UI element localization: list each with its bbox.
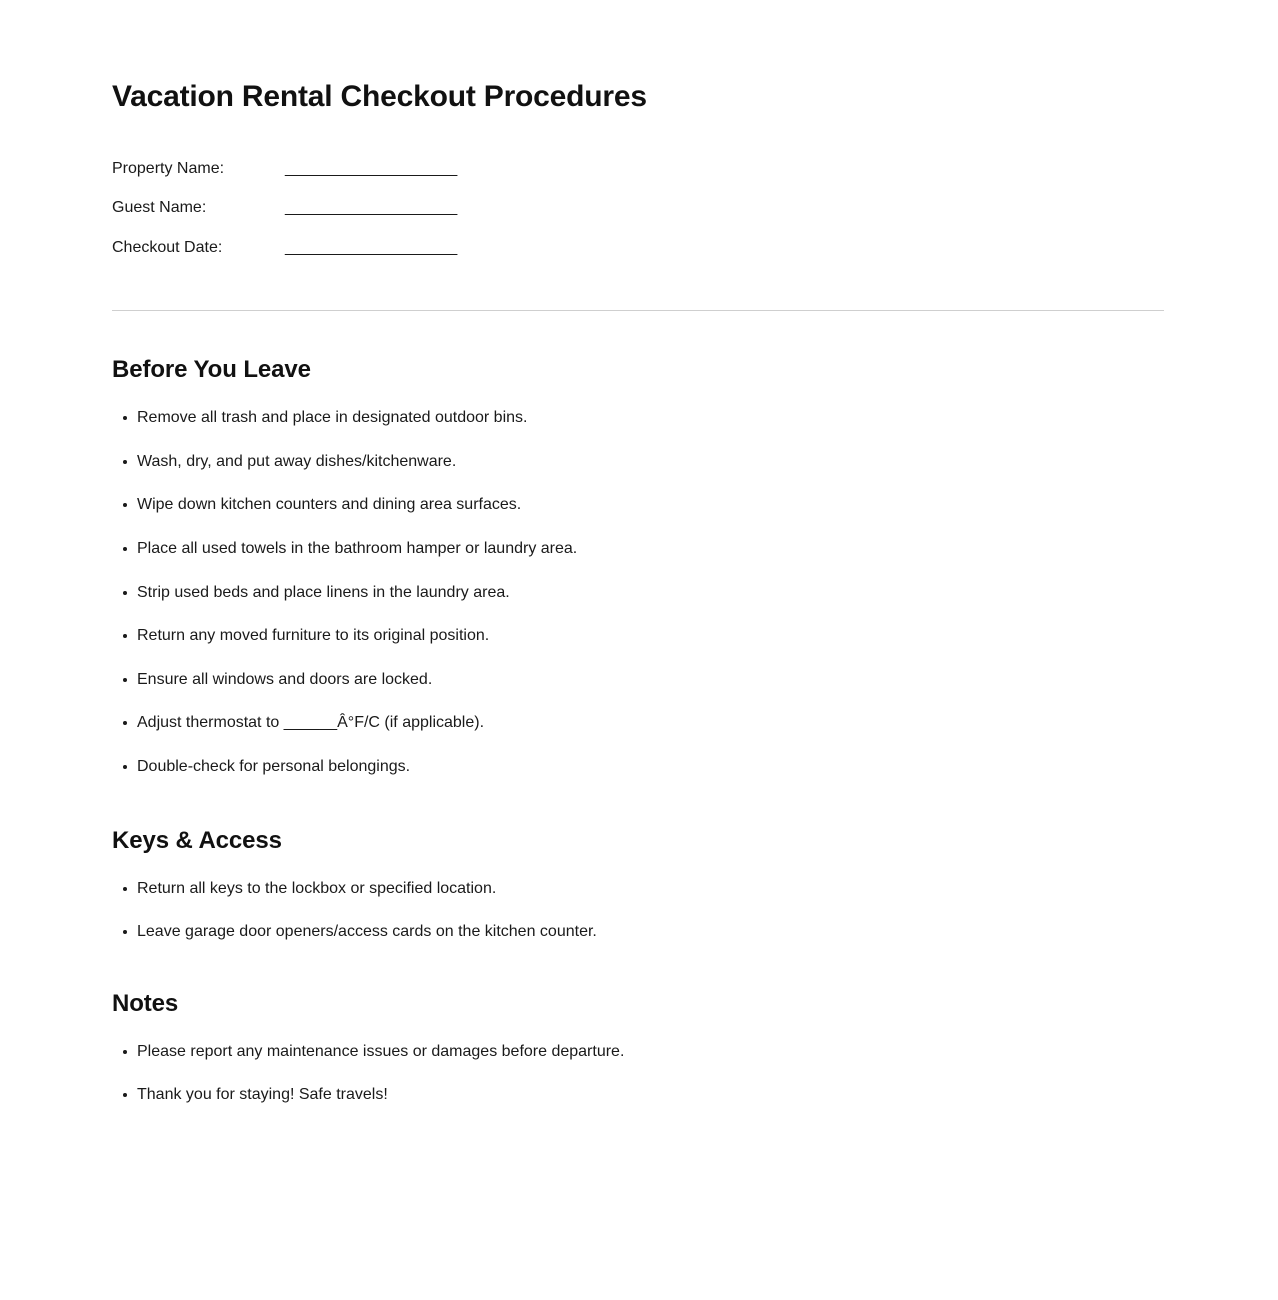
section-heading-keys-access: Keys & Access (112, 826, 282, 854)
list-item: Place all used towels in the bathroom hamper or laundry area. (112, 538, 1164, 560)
checklist-notes (112, 1041, 1164, 1106)
list-item: Adjust thermostat to ______Â°F/C (if applicable). (112, 712, 1164, 734)
list-item: Return any moved furniture to its original position. (112, 625, 1164, 647)
section-keys-access (112, 826, 1164, 943)
section-heading-notes: Notes (112, 989, 179, 1017)
list-item: Thank you for staying! Safe travels! (112, 1084, 1164, 1106)
meta-row-guest-name (112, 197, 1164, 219)
section-divider (112, 310, 1164, 311)
list-item: Strip used beds and place linens in the laundry area. (112, 582, 1164, 604)
list-item: Wash, dry, and put away dishes/kitchenware. (112, 451, 1164, 473)
property-name-blank[interactable]: ____________________ (285, 159, 457, 177)
meta-row-checkout-date (112, 237, 1164, 259)
checkout-date-blank[interactable]: ____________________ (285, 238, 457, 256)
section-heading-before-you-leave: Before You Leave (112, 356, 311, 384)
checklist-keys-access (112, 878, 1164, 943)
page-title: Vacation Rental Checkout Procedures (112, 80, 647, 113)
section-notes (112, 989, 1164, 1106)
list-item: Remove all trash and place in designated outdoor bins. (112, 407, 1164, 429)
guest-name-label: Guest Name: (112, 199, 207, 217)
list-item: Wipe down kitchen counters and dining area surfaces. (112, 494, 1164, 516)
guest-name-blank[interactable]: ____________________ (285, 199, 457, 217)
checkout-meta-fields (112, 158, 1164, 259)
list-item: Double-check for personal belongings. (112, 756, 1164, 778)
list-item: Leave garage door openers/access cards on the kitchen counter. (112, 921, 1164, 943)
section-before-you-leave (112, 355, 1164, 777)
meta-row-property-name (112, 158, 1164, 180)
list-item: Please report any maintenance issues or damages before departure. (112, 1041, 1164, 1063)
list-item: Ensure all windows and doors are locked. (112, 669, 1164, 691)
property-name-label: Property Name: (112, 159, 225, 177)
checkout-date-label: Checkout Date: (112, 238, 223, 256)
checklist-before-you-leave (112, 407, 1164, 777)
list-item: Return all keys to the lockbox or specified location. (112, 878, 1164, 900)
